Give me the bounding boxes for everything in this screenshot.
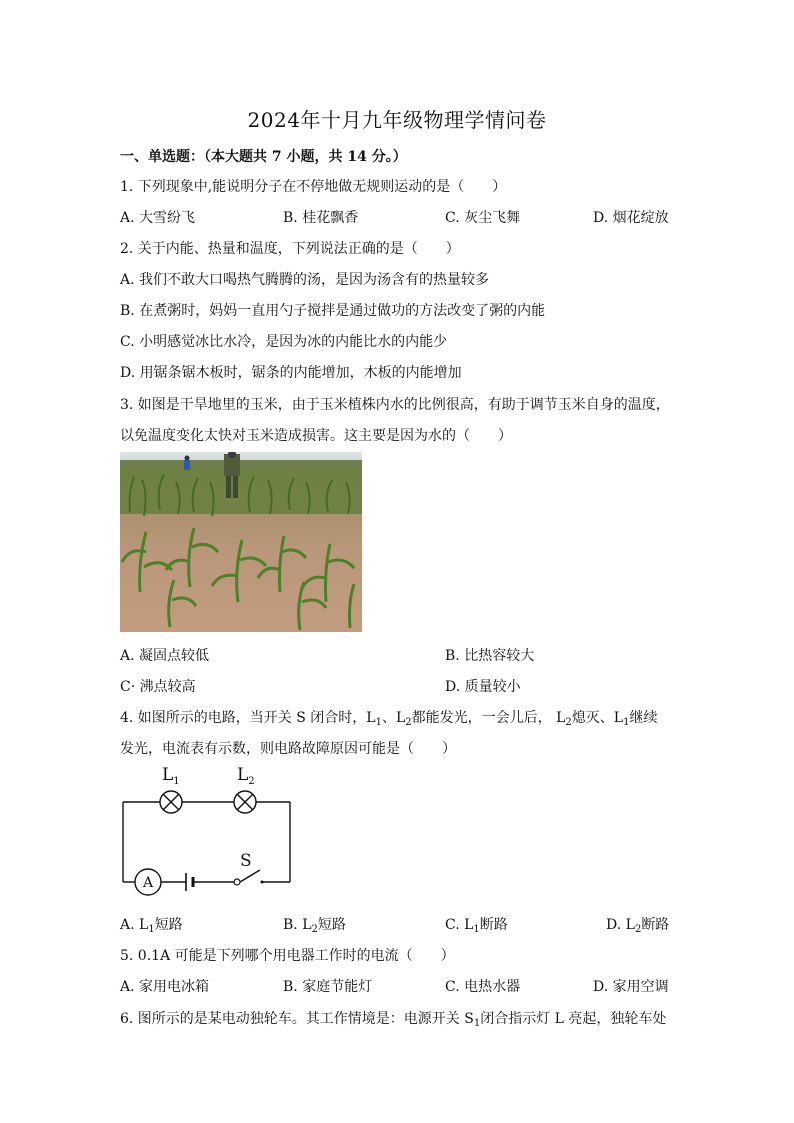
switch-s-icon bbox=[234, 879, 264, 885]
q5-option-c: C. 电热水器 bbox=[445, 979, 521, 995]
q1-option-b: B. 桂花飘香 bbox=[283, 210, 359, 226]
q3-option-b: B. 比热容较大 bbox=[445, 648, 535, 664]
svg-text:A: A bbox=[142, 875, 154, 891]
switch-blade bbox=[240, 870, 260, 882]
q2-option-b: B. 在煮粥时，妈妈一直用勺子搅拌是通过做功的方法改变了粥的内能 bbox=[120, 303, 546, 319]
label-l1: $L_1$ bbox=[162, 765, 180, 787]
ammeter-icon bbox=[135, 869, 161, 895]
question-1-stem: 1. 下列现象中,能说明分子在不停地做无规则运动的是（ ） bbox=[120, 179, 507, 195]
question-3-stem-line2: 以免温度变化太快对玉米造成损害。这主要是因为水的（ ） bbox=[120, 428, 512, 444]
q3-option-d: D. 质量较小 bbox=[445, 679, 521, 695]
label-s: S bbox=[240, 851, 252, 871]
q1-option-d: D. 烟花绽放 bbox=[593, 210, 669, 226]
q4-option-a: A. $L_1$短路 bbox=[120, 917, 183, 935]
q2-option-d: D. 用锯条锯木板时，锯条的内能增加，木板的内能增加 bbox=[120, 365, 462, 381]
q4-option-b: B. $L_2$短路 bbox=[283, 917, 346, 935]
question-6-stem: 6. 图所示的是某电动独轮车。其工作情境是：电源开关 $S_1$闭合指示灯 L 亮起，独轮车处 bbox=[120, 1011, 667, 1029]
circuit-diagram bbox=[118, 760, 298, 896]
q4-option-d: D. $L_2$断路 bbox=[606, 917, 670, 935]
q3-option-c: C· 沸点较高 bbox=[120, 679, 196, 695]
q5-option-a: A. 家用电冰箱 bbox=[120, 979, 210, 995]
q4-option-c: C. $L_1$断路 bbox=[445, 917, 508, 935]
lamp-l1-icon bbox=[160, 791, 182, 813]
q1-option-a: A. 大雪纷飞 bbox=[120, 210, 196, 226]
q3-option-a: A. 凝固点较低 bbox=[120, 648, 210, 664]
question-2-stem: 2. 关于内能、热量和温度，下列说法正确的是（ ） bbox=[120, 241, 460, 257]
question-4-stem-line2: 发光，电流表有示数，则电路故障原因可能是（ ） bbox=[120, 741, 456, 757]
lamp-l2-icon bbox=[234, 791, 256, 813]
section-heading: 一、单选题：（本大题共 7 小题，共 14 分。） bbox=[120, 149, 407, 165]
question-5-stem: 5. 0.1A 可能是下列哪个用电器工作时的电流（ ） bbox=[120, 948, 455, 964]
q2-option-c: C. 小明感觉冰比水冷，是因为冰的内能比水的内能少 bbox=[120, 334, 448, 350]
q5-option-b: B. 家庭节能灯 bbox=[283, 979, 373, 995]
q5-option-d: D. 家用空调 bbox=[593, 979, 669, 995]
q1-option-c: C. 灰尘飞舞 bbox=[445, 210, 521, 226]
corn-field-photo bbox=[120, 452, 362, 632]
page-title: 2024年十月九年级物理学情问卷 bbox=[247, 108, 547, 132]
question-4-stem-line1: 4. 如图所示的电路，当开关 S 闭合时，$L_1$、$L_2$都能发光，一会儿后， $L_2$熄灭、$L_1$继续 bbox=[120, 710, 658, 728]
battery-icon bbox=[186, 873, 193, 891]
q2-option-a: A. 我们不敢大口喝热气腾腾的汤，是因为汤含有的热量较多 bbox=[120, 272, 490, 288]
label-l2: $L_2$ bbox=[237, 765, 255, 787]
question-3-stem-line1: 3. 如图是干旱地里的玉米，由于玉米植株内水的比例很高，有助于调节玉米自身的温度， bbox=[120, 397, 670, 413]
